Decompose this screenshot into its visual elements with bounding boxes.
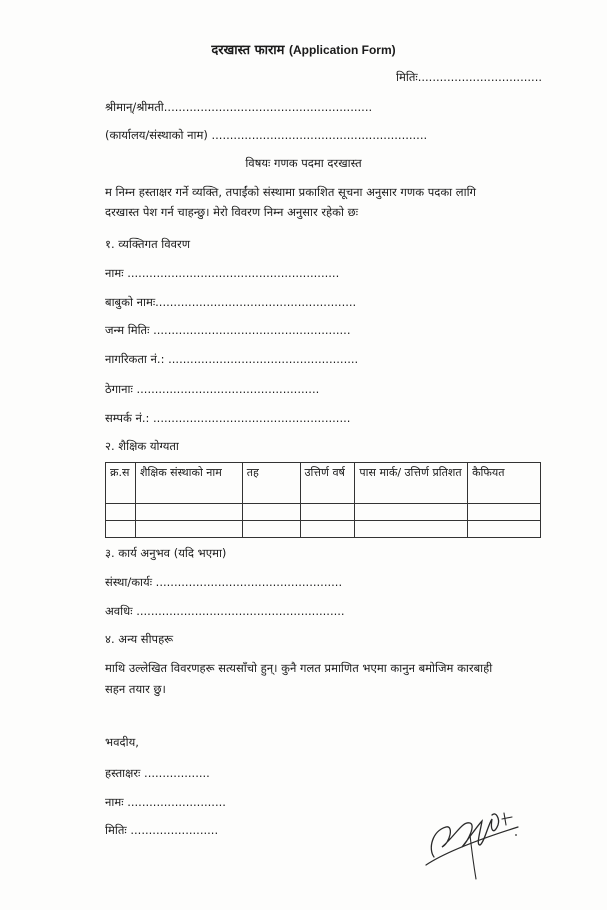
education-heading: २. शैक्षिक योग्यता (105, 439, 179, 453)
contact-field: सम्पर्क नं.: ...................................................... (105, 411, 351, 425)
declaration-line-2: सहन तयार छु। (105, 682, 166, 696)
father-name-field: बाबुको नामः....................................................... (105, 295, 357, 309)
form-title-np: दरखास्त फाराम (211, 43, 285, 58)
form-title (0, 40, 607, 58)
table-cell (468, 504, 541, 521)
column-header: पास मार्क/ उत्तिर्ण प्रतिशत (355, 463, 468, 504)
duration-field: अवधिः ......................................................... (105, 604, 345, 618)
experience-heading: ३. कार्य अनुभव (यदि भएमा) (105, 546, 227, 560)
dob-field: जन्म मितिः ...................................................... (105, 323, 351, 337)
handwritten-signature (420, 795, 530, 885)
table-row (106, 521, 541, 538)
form-title-en: (Application Form) (288, 43, 396, 57)
table-cell (106, 521, 136, 538)
table-cell (355, 504, 468, 521)
column-header: शैक्षिक संस्थाको नाम (135, 463, 242, 504)
education-table (105, 462, 541, 538)
skills-heading: ४. अन्य सीपहरू (105, 632, 174, 646)
table-cell (300, 521, 355, 538)
column-header: तह (242, 463, 300, 504)
citizenship-field: नागरिकता नं.: .................................................... (105, 352, 359, 366)
table-cell (135, 504, 242, 521)
closing-sincerely: भवदीय, (105, 735, 139, 749)
table-cell (135, 521, 242, 538)
table-cell (242, 504, 300, 521)
table-cell (300, 504, 355, 521)
signature-field: हस्ताक्षरः .................. (105, 766, 210, 780)
table-cell (106, 504, 136, 521)
column-header: क्र.स (106, 463, 136, 504)
closing-name-field: नामः ........................... (105, 795, 226, 809)
declaration-line-1: माथि उल्लेखित विवरणहरू सत्यसाँचो हुन्। कुनै गलत प्रमाणित भएमा कानुन बमोजिम कारबाही (105, 661, 493, 675)
closing-date-field: मितिः ........................ (105, 823, 219, 837)
name-field: नामः .......................................................... (105, 266, 340, 280)
column-header: उत्तिर्ण वर्ष (300, 463, 355, 504)
column-header: कैफियत (468, 463, 541, 504)
table-cell (242, 521, 300, 538)
intro-line-2: दरखास्त पेश गर्न चाहन्छु। मेरो विवरण निम्न अनुसार रहेको छः (105, 205, 359, 219)
personal-heading: १. व्यक्तिगत विवरण (105, 237, 191, 251)
addressee-line: श्रीमान्/श्रीमती......................................................... (105, 100, 373, 114)
address-field: ठेगानाः .................................................. (105, 382, 320, 396)
education-table-header (106, 463, 541, 504)
date-line: मितिः.................................. (396, 70, 542, 84)
table-cell (468, 521, 541, 538)
organization-field: संस्था/कार्यः ................................................... (105, 575, 343, 589)
table-cell (355, 521, 468, 538)
office-line: (कार्यालय/संस्थाको नाम) ........................................................... (105, 128, 428, 142)
subject-line: विषयः गणक पदमा दरखास्त (245, 156, 362, 170)
table-row (106, 504, 541, 521)
intro-line-1: म निम्न हस्ताक्षर गर्ने व्यक्ति, तपाईंको संस्थामा प्रकाशित सूचना अनुसार गणक पदका लागि (105, 185, 477, 199)
